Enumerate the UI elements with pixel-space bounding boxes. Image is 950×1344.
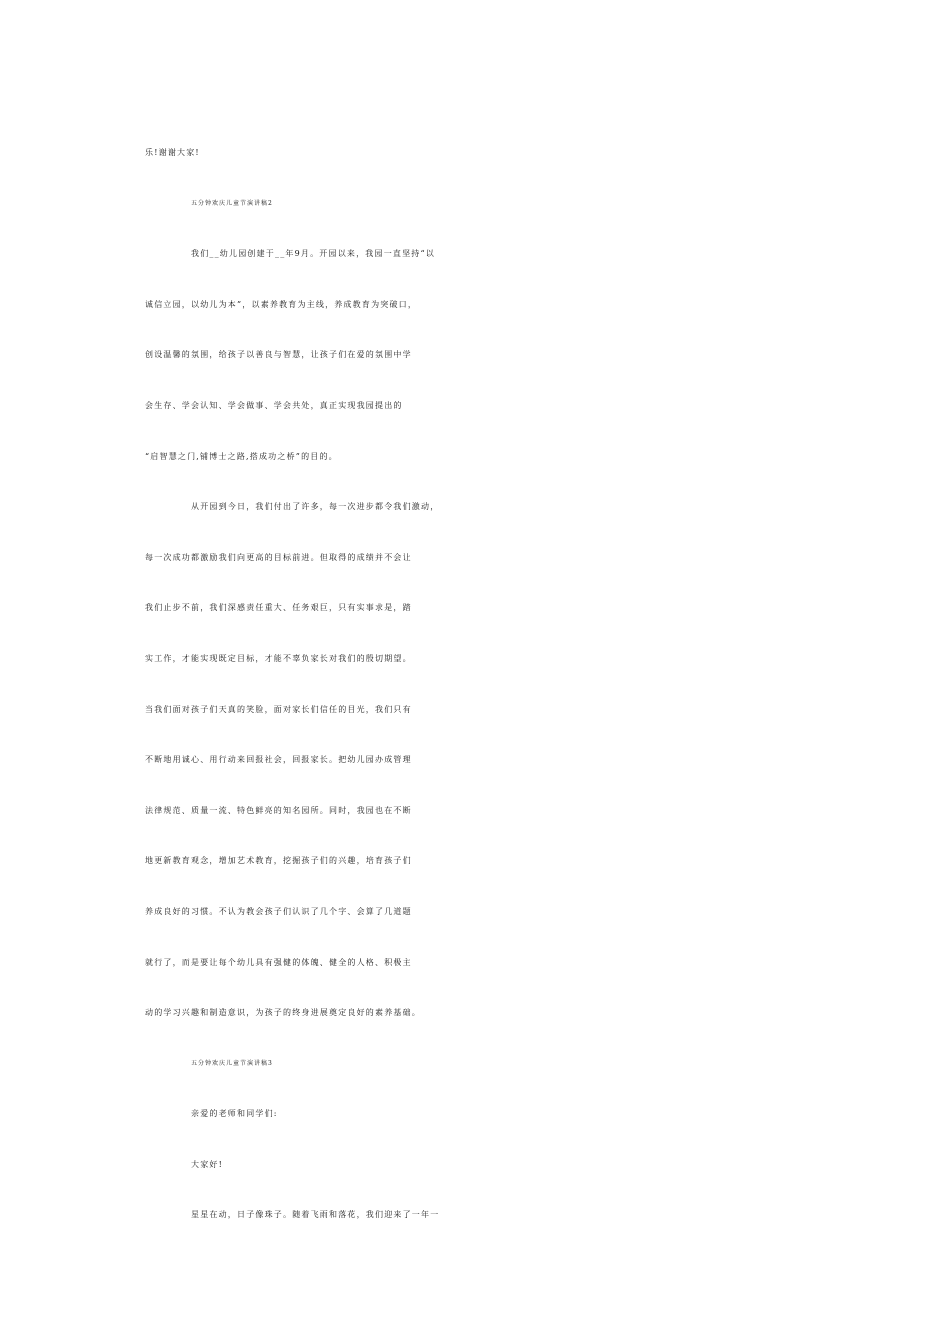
text-line: 实工作，才能实现既定目标，才能不辜负家长对我们的殷切期望。 bbox=[145, 653, 412, 663]
text-line: 法律规范、质量一流、特色鲜亮的知名园所。同时，我园也在不断 bbox=[145, 805, 412, 815]
section-heading: 五分钟欢庆儿童节演讲稿2 bbox=[191, 199, 273, 207]
text-line: 当我们面对孩子们天真的笑脸，面对家长们信任的目光，我们只有 bbox=[145, 704, 412, 714]
text-line: 每一次成功都激励我们向更高的目标前进。但取得的成绩并不会让 bbox=[145, 552, 412, 562]
text-line: 诚信立园，以幼儿为本”，以素养教育为主线，养成教育为突破口， bbox=[145, 299, 418, 309]
text-line: 我们止步不前，我们深感责任重大、任务艰巨，只有实事求是，踏 bbox=[145, 603, 412, 613]
salutation: 亲爱的老师和同学们: bbox=[191, 1109, 278, 1119]
text-line: 地更新教育观念，增加艺术教育，挖掘孩子们的兴趣，培育孩子们 bbox=[145, 856, 412, 866]
document-body bbox=[145, 128, 810, 1241]
text-line: “启智慧之门,铺博士之路,搭成功之桥”的目的。 bbox=[145, 451, 338, 461]
text-line: 创设温馨的氛围，给孩子以善良与智慧，让孩子们在爱的氛围中学 bbox=[145, 350, 412, 360]
text-line: 不断地用诚心、用行动来回报社会，回报家长。把幼儿园办成管理 bbox=[145, 755, 412, 765]
text-line: 从开园到今日，我们付出了许多，每一次进步都令我们激动， bbox=[191, 502, 440, 512]
text-line: 星星在动，日子像珠子。随着飞雨和落花，我们迎来了一年一 bbox=[191, 1210, 440, 1220]
text-line: 动的学习兴趣和制造意识，为孩子的终身进展奠定良好的素养基础。 bbox=[145, 1008, 421, 1018]
text-line: 乐!谢谢大家! bbox=[145, 148, 200, 157]
text-line: 养成良好的习惯。不认为教会孩子们认识了几个字、会算了几道题 bbox=[145, 906, 412, 916]
greeting: 大家好! bbox=[191, 1159, 224, 1169]
text-line: 我们__幼儿园创建于__年9月。开园以来，我园一直坚持“以 bbox=[191, 249, 435, 259]
section-heading: 五分钟欢庆儿童节演讲稿3 bbox=[191, 1059, 273, 1067]
text-line: 会生存、学会认知、学会做事、学会共处，真正实现我园提出的 bbox=[145, 400, 403, 410]
text-line: 就行了，而是要让每个幼儿具有强健的体魄、健全的人格、积极主 bbox=[145, 957, 412, 967]
